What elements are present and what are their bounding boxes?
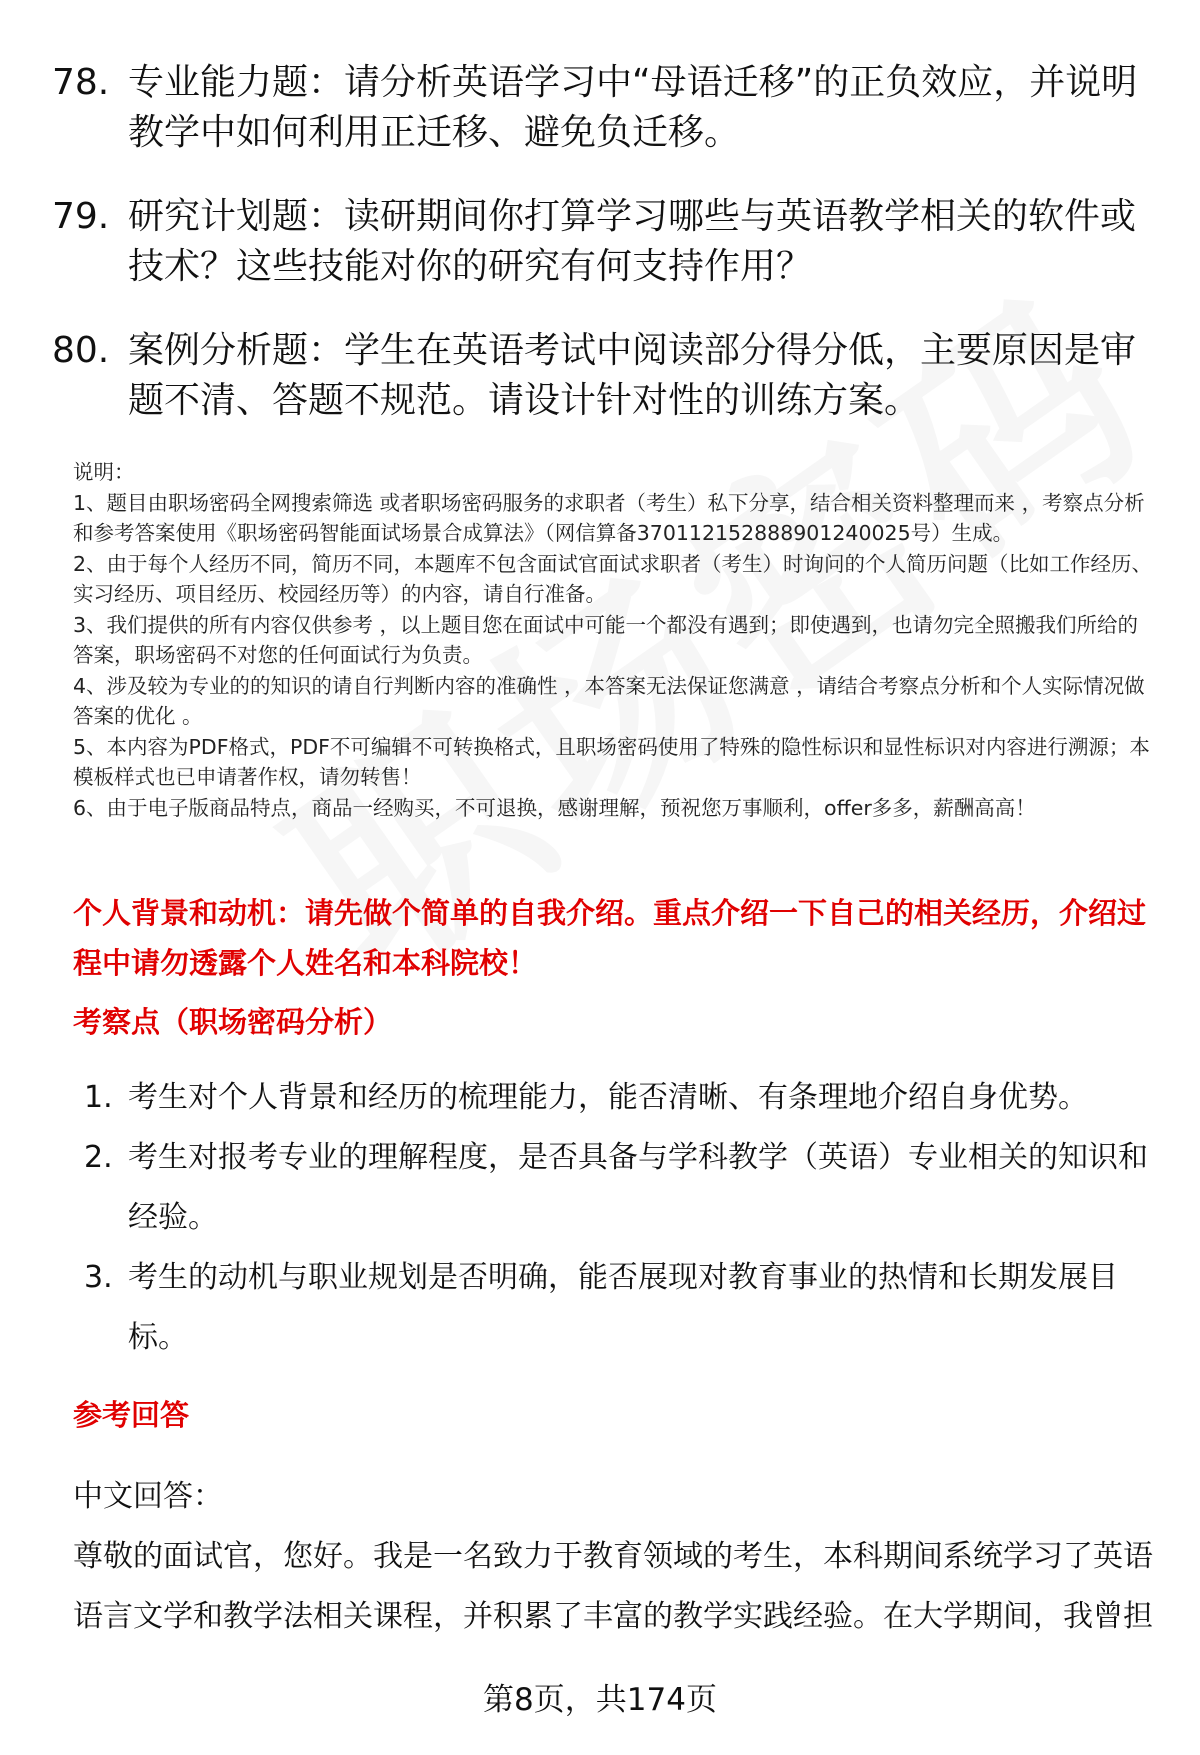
focus-title: 考察点（职场密码分析） — [73, 1005, 393, 1039]
note-item: 5、本内容为PDF格式，PDF不可编辑不可转换格式，且职场密码使用了特殊的隐性标识和显性标识对内容进行溯源；本模板样式也已申请著作权，请勿转售！ — [73, 734, 1150, 789]
focus-list — [84, 1068, 1164, 1368]
answer-text: 尊敬的面试官，您好。我是一名致力于教育领域的考生，本科期间系统学习了英语语言文学和教学法相关课程，并积累了丰富的教学实践经验。在大学期间，我曾担 — [73, 1539, 1153, 1634]
question-item — [52, 58, 1152, 158]
question-number: 79. — [52, 196, 110, 237]
focus-item — [84, 1068, 1164, 1128]
question-number: 78. — [52, 62, 110, 103]
note-item: 4、涉及较为专业的的知识的请自行判断内容的准确性 ，本答案无法保证您满意 ，请结合考察点分析和个人实际情况做答案的优化 。 — [73, 673, 1145, 728]
note-item: 1、题目由职场密码全网搜索筛选 或者职场密码服务的求职者（考生）私下分享，结合相关资料整理而来 ，考察点分析和参考答案使用《职场密码智能面试场景合成算法》（网信算备370112152888901240025号）生成。 — [73, 490, 1145, 545]
focus-item — [84, 1128, 1164, 1248]
answer-block — [73, 1467, 1163, 1647]
question-text: 案例分析题：学生在英语考试中阅读部分得分低，主要原因是审题不清、答题不规范。请设计针对性的训练方案。 — [128, 330, 1137, 421]
question-text: 专业能力题：请分析英语学习中“母语迁移”的正负效应，并说明教学中如何利用正迁移、避免负迁移。 — [128, 62, 1138, 153]
answer-label: 中文回答： — [73, 1479, 223, 1514]
focus-text: 考生对报考专业的理解程度，是否具备与学科教学（英语）专业相关的知识和经验。 — [128, 1140, 1148, 1235]
note-item: 6、由于电子版商品特点，商品一经购买，不可退换，感谢理解，预祝您万事顺利，offer多多，薪酬高高！ — [73, 795, 1036, 820]
focus-number: 2. — [84, 1140, 113, 1175]
focus-item — [84, 1248, 1164, 1368]
focus-text: 考生对个人背景和经历的梳理能力，能否清晰、有条理地介绍自身优势。 — [128, 1080, 1088, 1115]
question-number: 80. — [52, 330, 110, 371]
focus-number: 1. — [84, 1080, 113, 1115]
note-item: 3、我们提供的所有内容仅供参考 ，以上题目您在面试中可能一个都没有遇到；即使遇到，也请勿完全照搬我们所给的答案，职场密码不对您的任何面试行为负责。 — [73, 612, 1139, 667]
section-title: 个人背景和动机：请先做个简单的自我介绍。重点介绍一下自己的相关经历，介绍过程中请勿透露个人姓名和本科院校！ — [73, 896, 1147, 980]
page-footer: 第8页，共174页 — [483, 1682, 717, 1718]
notes-block — [73, 457, 1158, 823]
notes-title: 说明： — [73, 460, 135, 484]
question-list — [52, 58, 1152, 460]
focus-text: 考生的动机与职业规划是否明确，能否展现对教育事业的热情和长期发展目标。 — [128, 1260, 1118, 1355]
question-item — [52, 326, 1152, 426]
question-item — [52, 192, 1152, 292]
question-text: 研究计划题：读研期间你打算学习哪些与英语教学相关的软件或技术？这些技能对你的研究有何支持作用？ — [128, 196, 1137, 287]
reference-answer-title: 参考回答 — [73, 1398, 190, 1432]
focus-number: 3. — [84, 1260, 113, 1295]
note-item: 2、由于每个人经历不同，简历不同，本题库不包含面试官面试求职者（考生）时询问的个人简历问题（比如工作经历、实习经历、项目经历、校园经历等）的内容，请自行准备。 — [73, 551, 1153, 606]
